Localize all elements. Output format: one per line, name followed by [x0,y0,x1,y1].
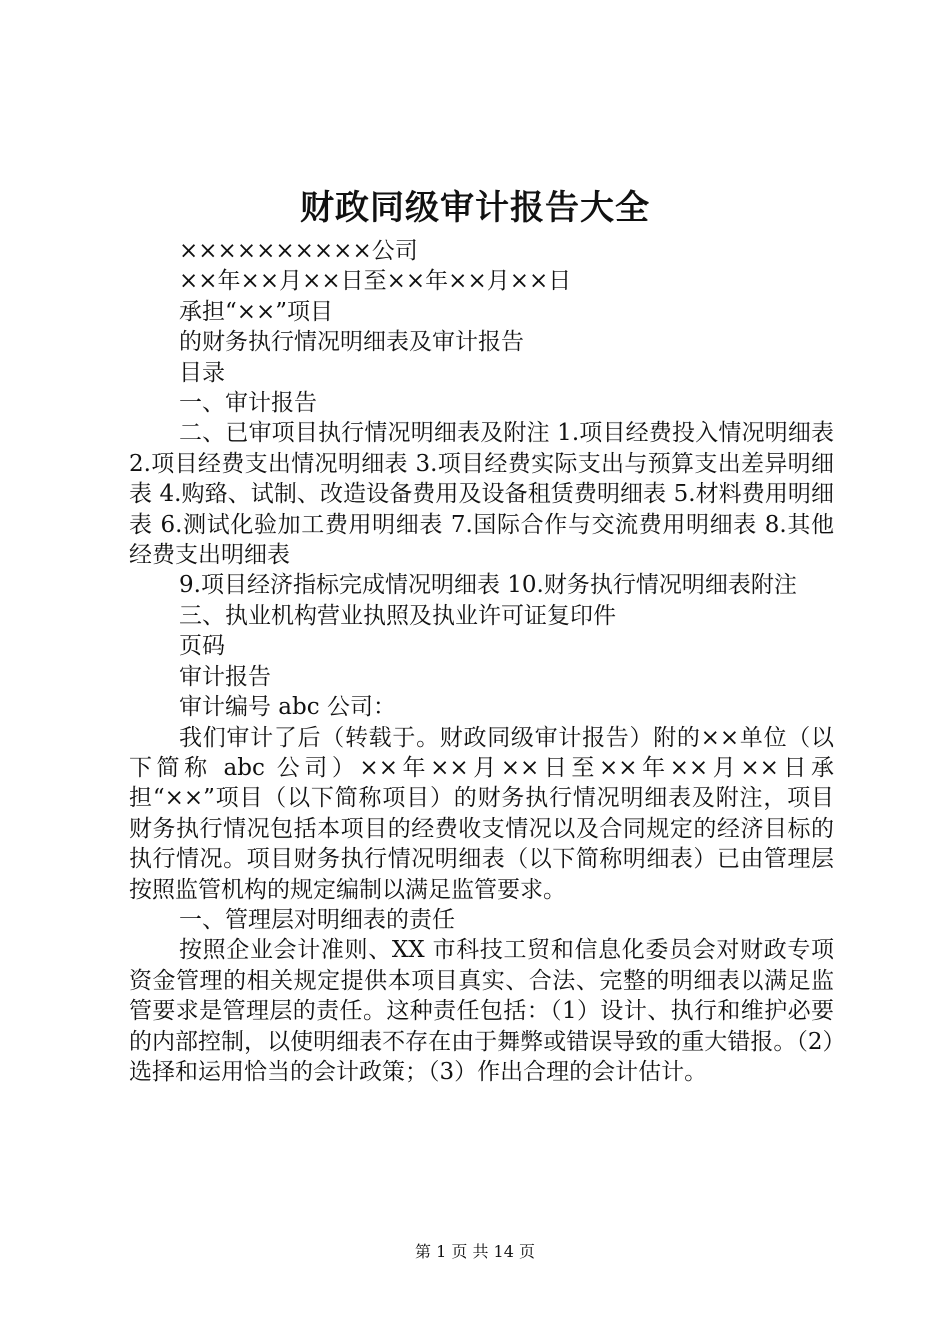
paragraph-section-management: 一、管理层对明细表的责任 [179,906,455,933]
paragraph-audit-number: 审计编号 abc 公司： [179,694,396,721]
paragraph-audit-report-heading: 审计报告 [179,663,271,690]
paragraph-period: ××年××月××日至××年××月××日 [179,268,572,295]
paragraph-page-number-label: 页码 [179,633,225,660]
paragraph-toc-item-2: 二、已审项目执行情况明细表及附注 1.项目经费投入情况明细表 2.项目经费支出情况明细表 3.项目经费实际支出与预算支出差异明细表 4.购臵、试制、改造设备费用及设备租赁费明细表 5.材料费用明细表 6.测试化验加工费用明细表 7.国际合作与交流费用明细表 8.其他经费支出明细表 [129,420,834,569]
paragraph-company: ××××××××××公司 [179,238,418,264]
page-footer: 第 1 页 共 14 页 [415,1242,535,1261]
document-title: 财政同级审计报告大全 [300,188,650,228]
paragraph-toc-item-3: 三、执业机构营业执照及执业许可证复印件 [179,602,616,629]
paragraph-toc-item-1: 一、审计报告 [179,390,317,417]
paragraph-toc-heading: 目录 [179,359,225,386]
paragraph-toc-item-2-cont: 9.项目经济指标完成情况明细表 10.财务执行情况明细表附注 [179,572,797,599]
paragraph-management-responsibility: 按照企业会计准则、XX 市科技工贸和信息化委员会对财政专项资金管理的相关规定提供本项目真实、合法、完整的明细表以满足监管要求是管理层的责任。这种责任包括：（1）设计、执行和维护必要的内部控制，以使明细表不存在由于舞弊或错误导致的重大错报。（2）选择和运用恰当的会计政策；（3）作出合理的会计估计。 [129,937,834,1085]
paragraph-report-subject: 的财务执行情况明细表及审计报告 [179,329,524,356]
document-body [129,236,834,1087]
paragraph-project: 承担“××”项目 [179,298,334,325]
paragraph-audit-scope: 我们审计了后（转载于。财政同级审计报告）附的××单位（以下简称 abc 公司）××年××月××日至××年××月××日承担“××”项目（以下简称项目）的财务执行情况明细表及附注，项目财务执行情况包括本项目的经费收支情况以及合同规定的经济目标的执行情况。项目财务执行情况明细表（以下简称明细表）已由管理层按照监管机构的规定编制以满足监管要求。 [129,724,834,903]
